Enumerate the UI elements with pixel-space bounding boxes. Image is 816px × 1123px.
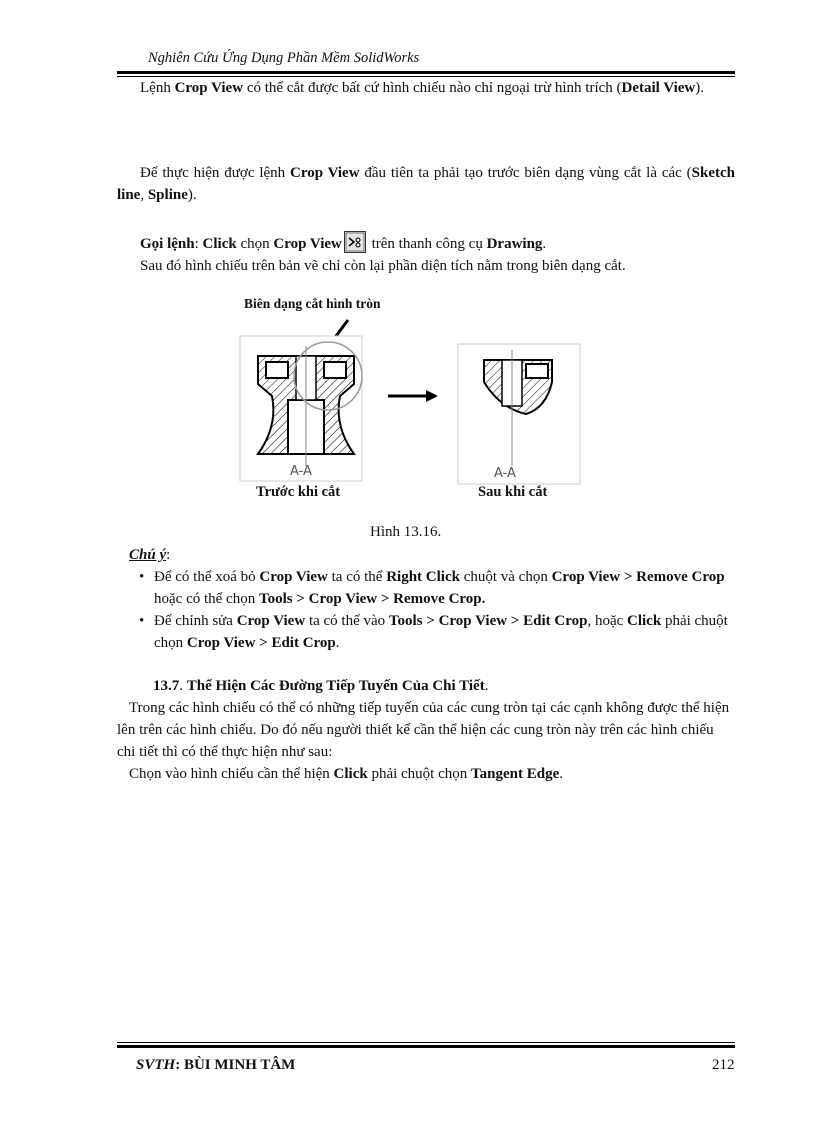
figure-caption: Hình 13.16. bbox=[370, 524, 442, 540]
footer-rule-thick bbox=[117, 1045, 735, 1048]
crop-view-figure bbox=[230, 316, 590, 486]
before-label: Trước khi cắt bbox=[256, 484, 341, 500]
section-body: Trong các hình chiếu có thể có những tiếp tuyến của các cung tròn tại các cạnh không được thể hiện lên trên các hình chiếu. Do đó nếu người thiết kế cần thể hiện các cung tròn này trên các hình chiếu chi tiết thì có thể thực hiện như sau: Chọn vào hình chiếu cần thể hiện Click phải chuột chọn Tangent Edge. bbox=[117, 700, 730, 782]
callout-label: Biên dạng cắt hình tròn bbox=[244, 296, 381, 311]
note-bullet-2: • Để chỉnh sửa Crop View ta có thể vào Tools > Crop View > Edit Crop, hoặc Click phải chuột chọn Crop View > Edit Crop. bbox=[137, 610, 735, 654]
page-number: 212 bbox=[712, 1057, 735, 1073]
crop-view-icon bbox=[344, 231, 366, 253]
intro-paragraph-2: Để thực hiện được lệnh Crop View đầu tiên ta phải tạo trước biên dạng vùng cắt là các (Sketch line, Spline). bbox=[117, 165, 735, 203]
footer-rule-thin bbox=[117, 1042, 735, 1043]
after-section-label: A-A bbox=[494, 466, 516, 481]
before-section-label: A-A bbox=[290, 464, 312, 479]
note-bullet-1: • Để có thể xoá bỏ Crop View ta có thể Right Click chuột và chọn Crop View > Remove Crop hoặc có thể chọn Tools > Crop View > Remove Crop. bbox=[137, 566, 735, 610]
transform-arrow bbox=[388, 390, 438, 402]
after-label: Sau khi cắt bbox=[478, 484, 548, 500]
footer-author: SVTH: BÙI MINH TÂM bbox=[136, 1057, 296, 1073]
note-block: Chú ý: • Để có thể xoá bỏ Crop View ta có thể Right Click chuột và chọn Crop View > Remove Crop hoặc có thể chọn Tools > Crop View > Remove Crop. • Để chỉnh sửa Crop View ta có thể vào Tools > Crop View > Edit Crop, hoặc Click phải chuột chọn Crop View > Edit Crop. bbox=[117, 544, 735, 654]
header-rule-thick bbox=[117, 71, 735, 74]
intro-paragraph-1: Lệnh Crop View có thể cắt được bất cứ hình chiếu nào chỉ ngoại trừ hình trích (Detail View). bbox=[140, 80, 704, 96]
section-heading: 13.7. Thể Hiện Các Đường Tiếp Tuyến Của Chi Tiết. bbox=[153, 678, 489, 694]
before-part-section bbox=[258, 342, 362, 466]
running-header: Nghiên Cứu Ứng Dụng Phần Mềm SolidWorks bbox=[148, 50, 420, 66]
command-paragraph: Gọi lệnh: Click chọn Crop View trên thanh công cụ Drawing. Sau đó hình chiếu trên bản vẽ chỉ còn lại phần diện tích nằm trong biên dạng cắt. bbox=[117, 231, 735, 277]
